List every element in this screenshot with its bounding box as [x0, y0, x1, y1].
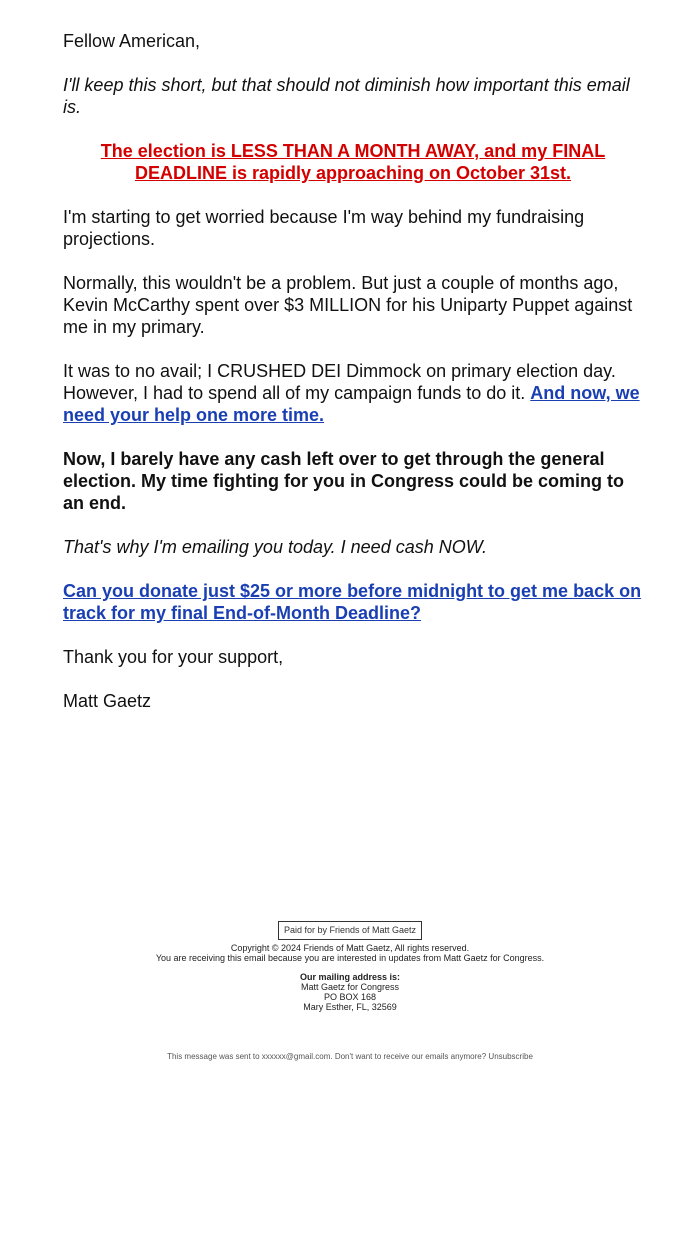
- paid-for-disclaimer: Paid for by Friends of Matt Gaetz: [278, 921, 422, 940]
- address-name: Matt Gaetz for Congress: [300, 982, 400, 992]
- unsubscribe-line: [0, 1052, 700, 1062]
- mccarthy-paragraph: Normally, this wouldn't be a problem. But just a couple of months ago, Kevin McCarthy spent over $3 MILLION for his Uniparty Puppet against me in my primary.: [63, 273, 633, 337]
- address-city: Mary Esther, FL, 32569: [303, 1002, 397, 1012]
- need-cash-paragraph: That's why I'm emailing you today. I need cash NOW.: [63, 537, 488, 557]
- address-title: Our mailing address is:: [299, 972, 401, 982]
- copyright-line: Copyright © 2024 Friends of Matt Gaetz, All rights reserved.: [230, 943, 470, 953]
- greeting: Fellow American,: [63, 31, 201, 51]
- deadline-headline-link[interactable]: The election is LESS THAN A MONTH AWAY, and my FINAL DEADLINE is rapidly approaching on October 31st.: [100, 141, 606, 183]
- unsubscribe-link[interactable]: Unsubscribe: [488, 1052, 533, 1061]
- email-body: [63, 30, 643, 734]
- email-footer: [0, 921, 700, 1012]
- signature: Matt Gaetz: [63, 691, 152, 711]
- donate-link[interactable]: Can you donate just $25 or more before midnight to get me back on track for my final End-of-Month Deadline?: [63, 581, 642, 623]
- sent-to-text: This message was sent to xxxxxx@gmail.com. Don't want to receive our emails anymore?: [167, 1052, 489, 1061]
- primary-text: It was to no avail; I CRUSHED DEI Dimmock on primary election day. However, I had to spend all of my campaign funds to do it.: [63, 361, 616, 403]
- primary-paragraph: [63, 360, 643, 426]
- cash-paragraph: Now, I barely have any cash left over to get through the general election. My time fighting for you in Congress could be coming to an end.: [63, 449, 625, 513]
- receiving-line: You are receiving this email because you are interested in updates from Matt Gaetz for Congress.: [155, 953, 545, 963]
- thanks-line: Thank you for your support,: [63, 647, 284, 667]
- worried-paragraph: I'm starting to get worried because I'm way behind my fundraising projections.: [63, 207, 585, 249]
- mailing-address: [0, 972, 700, 1012]
- donate-paragraph: [63, 580, 643, 624]
- help-link[interactable]: And now, we need your help one more time.: [63, 383, 640, 425]
- intro-paragraph: I'll keep this short, but that should not diminish how important this email is.: [63, 75, 630, 117]
- address-box: PO BOX 168: [323, 992, 377, 1002]
